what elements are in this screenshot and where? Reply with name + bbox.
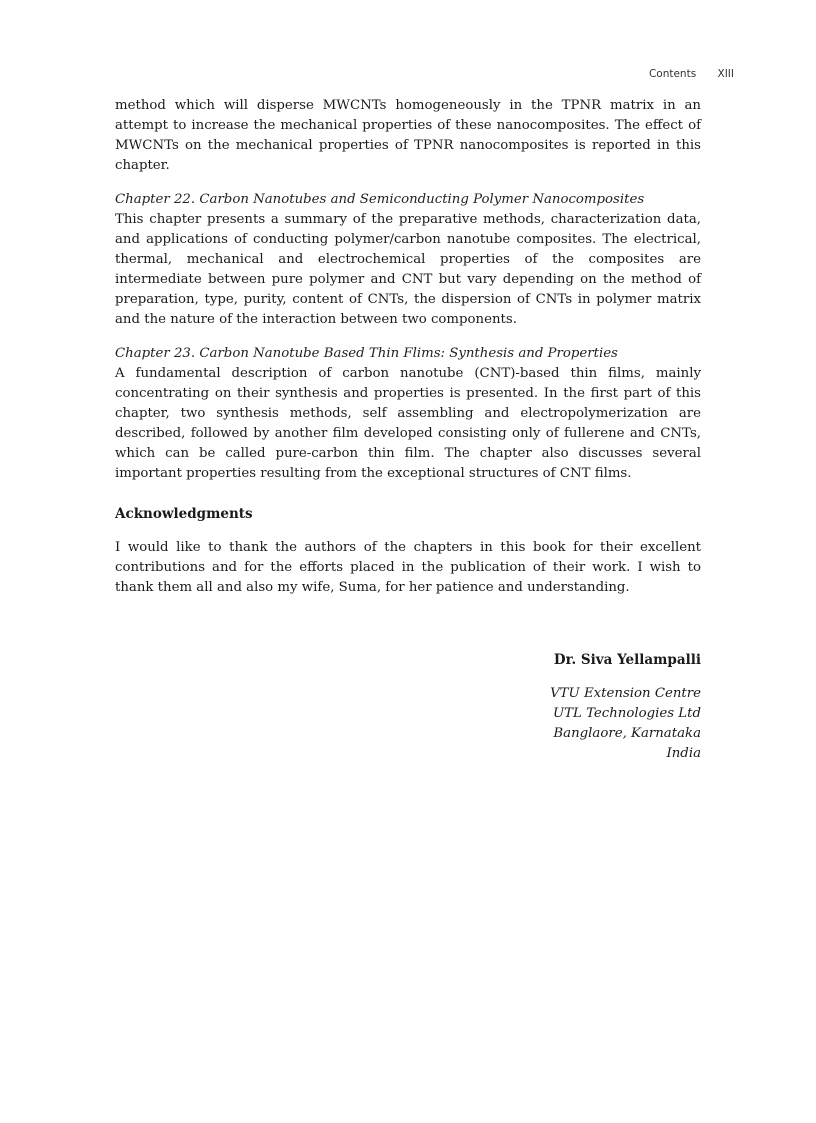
signature-block: [115, 650, 701, 764]
acknowledgments-heading: Acknowledgments: [115, 506, 253, 522]
intro-paragraph: method which will disperse MWCNTs homogeneously in the TPNR matrix in an attempt to increase the mechanical properties of these nanocomposites. The effect of MWCNTs on the mechanical properties of TPNR nanocomposites is reported in this chapter.: [115, 98, 701, 173]
affiliation-line: VTU Extension Centre: [550, 686, 701, 701]
chapter-23-entry: [115, 344, 701, 484]
acknowledgments-text: I would like to thank the authors of the chapters in this book for their excellent contributions and for the efforts placed in the publication of their work. I wish to thank them all and also my wife, Suma, for her patience and understanding.: [115, 540, 701, 595]
page-body: [115, 96, 701, 764]
author-name: Dr. Siva Yellampalli: [553, 652, 701, 668]
page-number: XIII: [717, 68, 734, 80]
chapter-23-title: Chapter 23. Carbon Nanotube Based Thin Flims: Synthesis and Properties: [115, 346, 618, 361]
running-header: [649, 68, 734, 80]
chapter-22-title: Chapter 22. Carbon Nanotubes and Semiconducting Polymer Nanocomposites: [115, 192, 645, 207]
chapter-22-summary: This chapter presents a summary of the preparative methods, characterization data, and applications of conducting polymer/carbon nanotube composites. The electrical, thermal, mechanical and electrochemical properties of the composites are intermediate between pure polymer and CNT but vary depending on the method of preparation, type, purity, content of CNTs, the dispersion of CNTs in polymer matrix and the nature of the interaction between two components.: [115, 212, 701, 327]
chapter-23-summary: A fundamental description of carbon nanotube (CNT)-based thin films, mainly concentrating on their synthesis and properties is presented. In the first part of this chapter, two synthesis methods, self assembling and electropolymerization are described, followed by another film developed consisting only of fullerene and CNTs, which can be called pure-carbon thin film. The chapter also discusses several important properties resulting from the exceptional structures of CNT films.: [115, 366, 701, 481]
header-section-title: Contents: [648, 68, 697, 80]
affiliation-line: India: [666, 746, 701, 761]
affiliation-line: Banglaore, Karnataka: [553, 726, 701, 741]
chapter-22-entry: [115, 190, 701, 330]
affiliation-line: UTL Technologies Ltd: [552, 706, 701, 721]
